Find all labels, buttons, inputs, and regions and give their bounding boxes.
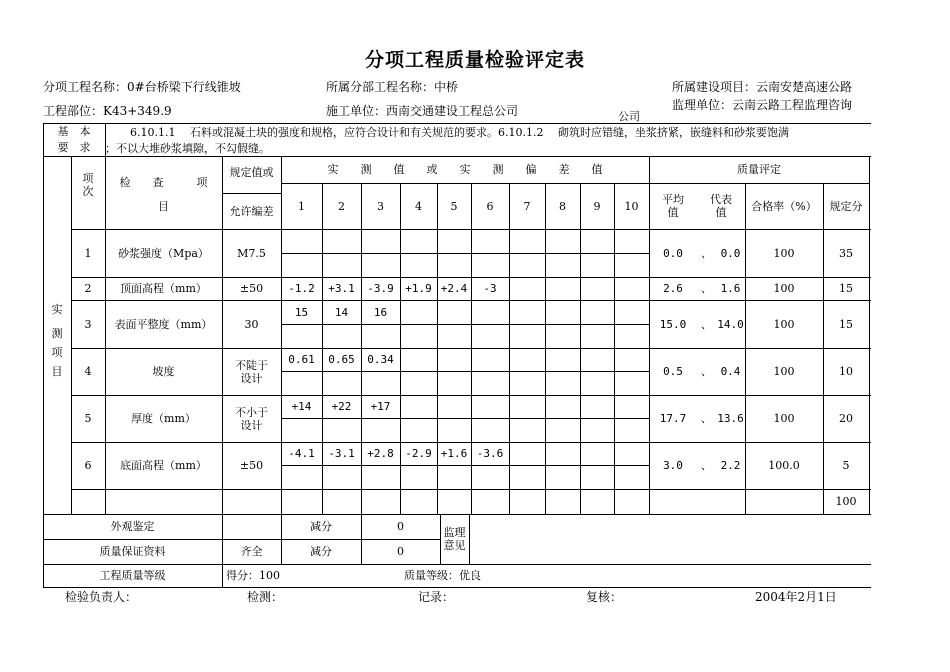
row-score: 5 <box>842 459 850 472</box>
measured-value: -1.2 <box>288 282 315 295</box>
header-col-2: 2 <box>338 199 345 213</box>
header-score: 规定分 <box>829 199 863 213</box>
header-col-10: 10 <box>624 199 639 213</box>
grid-line <box>281 324 649 325</box>
row-representative: 0.0 <box>720 246 741 260</box>
measured-value: +3.1 <box>328 282 355 295</box>
supervision-opinion-label: 监理 意见 <box>443 526 466 552</box>
measured-value: +2.4 <box>440 282 468 295</box>
row-separator: 、 <box>701 282 712 295</box>
row-pass-rate: 100 <box>773 282 795 295</box>
row-average: 17.7 <box>659 412 687 425</box>
row-score: 35 <box>839 246 853 260</box>
item-name: 分项工程名称：0#台桥梁下行线锥坡 <box>43 80 241 94</box>
grid-line <box>43 587 871 588</box>
tester-label: 检测： <box>247 590 284 604</box>
row-average: 2.6 <box>663 282 683 295</box>
row-pass-rate: 100.0 <box>768 459 800 472</box>
grid-line <box>469 514 470 564</box>
score-text: 得分：100 <box>226 569 280 582</box>
row-item-no: 3 <box>84 317 92 331</box>
basic-requirement-2: ；不以大堆砂浆填隙，不勾假缝。 <box>105 141 270 155</box>
row-average: 0.5 <box>663 365 683 378</box>
row-pass-rate: 100 <box>773 412 795 425</box>
row-separator: 、 <box>701 317 712 331</box>
row-item-no: 1 <box>84 246 92 260</box>
contractor: 施工单位：西南交通建设工程总公司 <box>326 104 519 118</box>
row-separator: 、 <box>701 246 712 260</box>
header-col-8: 8 <box>559 199 566 213</box>
row-spec: M7.5 <box>237 246 266 260</box>
measured-value: +22 <box>331 400 352 414</box>
measured-value: 15 <box>294 305 309 319</box>
appearance-label: 外观鉴定 <box>110 520 155 533</box>
row-score: 15 <box>839 282 853 295</box>
grid-line <box>281 253 649 254</box>
section-label-char: 测 <box>51 326 63 340</box>
row-item-no: 5 <box>84 412 92 425</box>
row-check-item: 砂浆强度（Mpa） <box>118 246 209 260</box>
row-score: 10 <box>839 365 853 378</box>
row-check-item: 底面高程（mm） <box>120 459 207 472</box>
measured-value: +17 <box>370 400 391 414</box>
row-pass-rate: 100 <box>773 365 795 378</box>
measured-value: +1.9 <box>405 282 432 295</box>
grade-text: 质量等级：优良 <box>404 569 481 582</box>
row-spec: ±50 <box>239 282 264 295</box>
row-pass-rate: 100 <box>773 246 795 260</box>
contractor-tail: 公司 <box>618 110 640 123</box>
measured-value: 0.34 <box>367 353 394 367</box>
header-average: 平均 值 <box>662 193 684 219</box>
basic-label-2: 要 求 <box>57 141 91 154</box>
deduct-label-2: 减分 <box>310 545 332 558</box>
row-check-item: 表面平整度（mm） <box>114 317 213 331</box>
row-pass-rate: 100 <box>773 317 795 331</box>
row-spec: 不小于 设计 <box>235 405 268 432</box>
measured-value: +14 <box>291 400 312 414</box>
evaluation-table <box>43 123 871 589</box>
row-check-item: 顶面高程（mm） <box>120 282 207 295</box>
section-label-char: 目 <box>51 364 63 378</box>
row-separator: 、 <box>701 459 712 472</box>
header-check-item-1: 检 查 项 <box>119 176 208 189</box>
row-check-item: 坡度 <box>152 365 175 378</box>
header-col-3: 3 <box>377 199 384 213</box>
row-spec: 不陡于 设计 <box>235 358 268 385</box>
sub-project: 所属分部工程名称：中桥 <box>326 80 459 94</box>
row-item-no: 4 <box>84 365 92 378</box>
inspection-date: 2004年2月1日 <box>755 590 837 604</box>
row-spec: ±50 <box>239 459 264 472</box>
header-col-1: 1 <box>298 199 305 213</box>
header-check-item-2: 目 <box>158 200 169 213</box>
measured-value: -3.6 <box>476 447 504 461</box>
row-spec: 30 <box>244 317 259 331</box>
deduct-value-1: 0 <box>397 520 404 533</box>
deduct-value-2: 0 <box>397 545 404 558</box>
grade-label: 工程质量等级 <box>99 569 166 582</box>
row-average: 15.0 <box>659 317 687 331</box>
docs-status: 齐全 <box>240 545 263 558</box>
quality-docs-label: 质量保证资料 <box>99 545 166 558</box>
recorder-label: 记录： <box>418 590 455 604</box>
header-pass-rate: 合格率（%） <box>751 199 817 213</box>
measured-value: +1.6 <box>440 447 468 461</box>
header-col-5: 5 <box>450 199 458 213</box>
header-col-6: 6 <box>486 199 494 213</box>
measured-value: -3.1 <box>328 447 355 461</box>
row-separator: 、 <box>701 365 712 378</box>
inspector-label: 检验负责人： <box>65 590 138 604</box>
grid-line <box>222 193 281 194</box>
header-col-4: 4 <box>415 199 422 213</box>
measured-value: -2.9 <box>405 447 432 461</box>
row-score: 20 <box>839 412 853 425</box>
row-representative: 0.4 <box>720 365 741 378</box>
row-item-no: 2 <box>84 282 92 295</box>
grid-line <box>222 564 223 587</box>
measured-value: -3 <box>483 282 497 295</box>
measured-value: -4.1 <box>288 447 315 461</box>
row-item-no: 6 <box>84 459 92 472</box>
row-check-item: 厚度（mm） <box>131 412 196 425</box>
header-col-7: 7 <box>523 199 531 213</box>
form-title: 分项工程质量检验评定表 <box>364 49 585 71</box>
row-score: 15 <box>839 317 853 331</box>
row-average: 0.0 <box>663 246 683 260</box>
row-representative: 13.6 <box>717 412 744 425</box>
basic-label-1: 基 本 <box>57 124 91 138</box>
header-quality-eval: 质量评定 <box>737 163 781 176</box>
row-representative: 2.2 <box>720 459 741 472</box>
construction-project: 所属建设项目：云南安楚高速公路 <box>672 80 853 94</box>
supervisor: 监理单位：云南云路工程监理咨询 <box>672 98 853 112</box>
header-spec-1: 规定值或 <box>229 166 274 179</box>
measured-value: 16 <box>373 305 388 319</box>
deduct-label-1: 减分 <box>310 520 332 533</box>
row-average: 3.0 <box>663 459 683 472</box>
measured-value: 0.65 <box>328 353 355 367</box>
header-spec-2: 允许编差 <box>229 204 274 218</box>
measured-value: -3.9 <box>367 282 394 295</box>
grid-line <box>71 489 871 490</box>
header-measured-values: 实 测 值 或 实 测 偏 差 值 <box>327 163 603 176</box>
section-label-char: 项 <box>51 345 63 359</box>
row-separator: 、 <box>701 412 712 425</box>
reviewer-label: 复核： <box>586 590 623 604</box>
row-representative: 1.6 <box>720 282 741 295</box>
measured-value: +2.8 <box>367 447 394 461</box>
header-item-no: 项 次 <box>82 172 94 198</box>
header-col-9: 9 <box>593 199 601 213</box>
total-score: 100 <box>835 495 857 508</box>
location: 工程部位：K43+349.9 <box>43 104 172 118</box>
section-label-char: 实 <box>51 302 63 316</box>
measured-value: 0.61 <box>288 353 315 367</box>
measured-value: 14 <box>334 305 349 319</box>
header-representative: 代表 值 <box>710 193 732 219</box>
grid-line <box>869 156 870 514</box>
basic-requirement-1: 6.10.1.1 石料或混凝土块的强度和规格，应符合设计和有关规范的要求。6.10.1.2 砌筑时应错缝，坐浆挤紧，嵌缝料和砂浆要饱满 <box>130 125 789 139</box>
row-representative: 14.0 <box>717 317 744 331</box>
